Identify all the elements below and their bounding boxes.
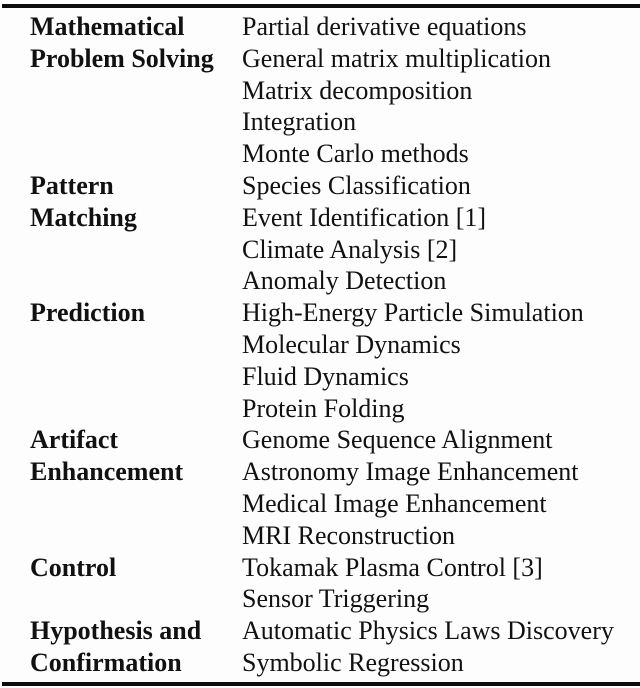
table-row	[0, 456, 640, 488]
task-cell: Protein Folding	[242, 393, 405, 423]
table-body	[0, 11, 640, 679]
table-row	[0, 552, 640, 584]
category-cell: Prediction	[30, 298, 146, 328]
category-cell: Mathematical	[30, 12, 185, 41]
table-row	[0, 138, 640, 170]
table-row	[0, 106, 640, 138]
category-cell: Matching	[30, 202, 137, 232]
category-cell	[0, 583, 242, 615]
task-cell: Genome Sequence Alignment	[242, 425, 553, 455]
task-cell: Molecular Dynamics	[242, 329, 461, 359]
task-cell: Partial derivative equations	[242, 12, 527, 41]
table-row	[0, 424, 640, 456]
table-row	[0, 202, 640, 234]
task-cell: Event Identification [1]	[242, 202, 487, 232]
task-cell: Tokamak Plasma Control [3]	[242, 552, 543, 582]
task-cell: Anomaly Detection	[242, 266, 447, 296]
table-top-rule	[2, 4, 640, 8]
table-row	[0, 520, 640, 552]
category-cell	[0, 138, 242, 170]
category-cell: Hypothesis and	[30, 616, 202, 646]
task-cell: General matrix multiplication	[242, 43, 552, 73]
task-cell: Species Classification	[242, 170, 471, 200]
category-cell	[0, 329, 242, 361]
table-row	[0, 647, 640, 679]
table-row	[0, 583, 640, 615]
category-cell	[0, 106, 242, 138]
task-cell: Medical Image Enhancement	[242, 488, 547, 518]
category-cell	[0, 75, 242, 107]
task-cell: Sensor Triggering	[242, 584, 430, 614]
category-cell: Enhancement	[30, 457, 184, 487]
category-cell: Confirmation	[30, 647, 182, 677]
category-cell	[0, 234, 242, 266]
table-row	[0, 75, 640, 107]
task-cell: Symbolic Regression	[242, 647, 464, 677]
table-row	[0, 361, 640, 393]
task-cell: Fluid Dynamics	[242, 361, 409, 391]
category-cell	[0, 361, 242, 393]
category-cell: Control	[30, 552, 117, 582]
task-cell: Monte Carlo methods	[242, 139, 469, 169]
table-bottom-rule	[2, 682, 640, 686]
task-cell: Automatic Physics Laws Discovery	[242, 616, 614, 646]
category-cell: Problem Solving	[30, 43, 214, 73]
task-cell: Climate Analysis [2]	[242, 234, 458, 264]
category-cell: Pattern	[30, 170, 114, 200]
category-cell	[0, 265, 242, 297]
category-cell	[0, 520, 242, 552]
table-row	[0, 297, 640, 329]
table-row	[0, 43, 640, 75]
table-row	[0, 488, 640, 520]
task-cell: Integration	[242, 107, 357, 137]
table-row	[0, 329, 640, 361]
table-row	[0, 393, 640, 425]
category-cell: Artifact	[30, 425, 119, 455]
task-cell: Astronomy Image Enhancement	[242, 457, 579, 487]
category-cell	[0, 488, 242, 520]
task-cell: MRI Reconstruction	[242, 520, 456, 550]
task-cell: High-Energy Particle Simulation	[242, 298, 584, 328]
table-row	[0, 234, 640, 266]
table-row	[0, 11, 640, 43]
task-cell: Matrix decomposition	[242, 75, 473, 105]
table-row	[0, 170, 640, 202]
table-row	[0, 265, 640, 297]
table-row	[0, 615, 640, 647]
category-cell	[0, 393, 242, 425]
